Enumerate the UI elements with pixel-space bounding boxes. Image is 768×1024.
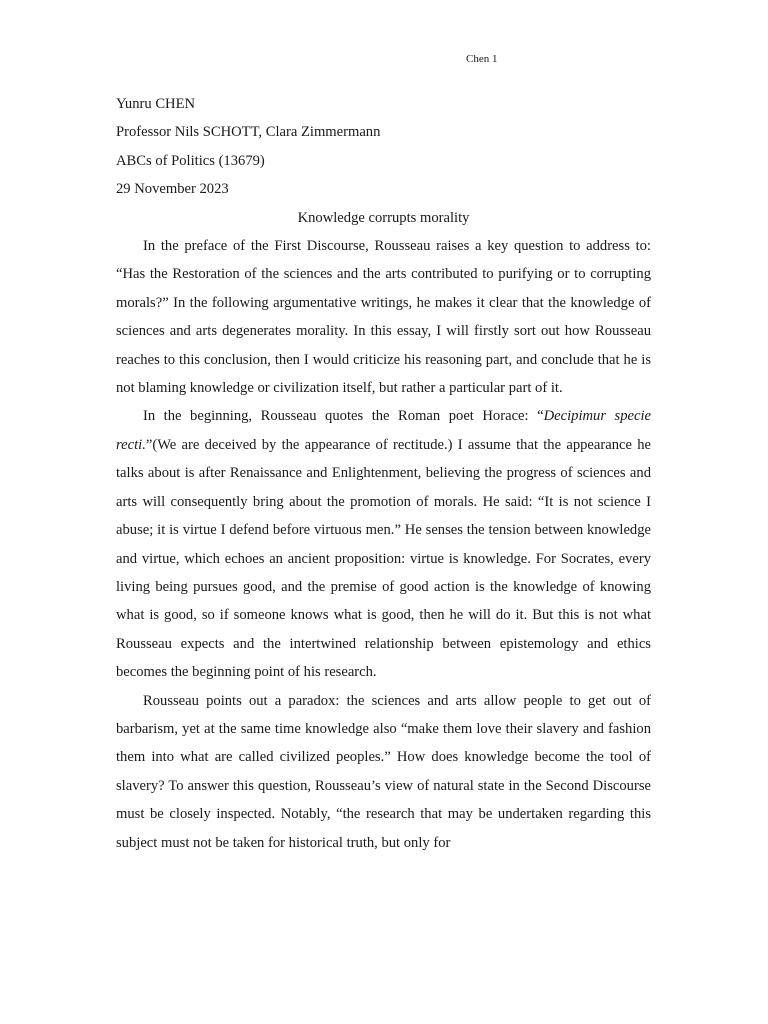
author-name: Yunru CHEN xyxy=(116,96,196,112)
paragraph-1: In the preface of the First Discourse, Rousseau raises a key question to address to: “Has the Restoration of the sciences and the arts contributed to purifying or to corrupting morals?” In the following argumentative writings, he makes it clear that the knowledge of sciences and arts degenerates morality. In this essay, I will firstly sort out how Rousseau reaches to this conclusion, then I would criticize his reasoning part, and conclude that he is not blaming knowledge or civilization itself, but rather a particular part of it. xyxy=(116,238,651,397)
running-header: Chen 1 xyxy=(466,53,498,65)
professor-line: Professor Nils SCHOTT, Clara Zimmermann xyxy=(116,124,381,141)
paragraph-3: Rousseau points out a paradox: the sciences and arts allow people to get out of barbarism, yet at the same time knowledge also “make them love their slavery and fashion them into what are called civilized peoples.” How does knowledge become the tool of slavery? To answer this question, Rousseau’s view of natural state in the Second Discourse must be closely inspected. Notably, “the research that may be undertaken regarding this subject must not be taken for historical truth, but only for xyxy=(116,692,651,851)
paragraph-2 xyxy=(116,402,651,686)
paragraph-2-lead: In the beginning, Rousseau quotes the Roman poet Horace: “ xyxy=(143,408,544,425)
document-body xyxy=(116,90,651,857)
essay-title: Knowledge corrupts morality xyxy=(297,209,470,226)
paragraph-2-rest: ”(We are deceived by the appearance of rectitude.) I assume that the appearance he talks about is after Renaissance and Enlightenment, believing the progress of sciences and arts will consequently bring about the promotion of morals. He said: “It is not science I abuse; it is virtue I defend before virtuous men.” He senses the tension between knowledge and virtue, which echoes an ancient proposition: virtue is knowledge. For Socrates, every living being pursues good, and the premise of good action is the knowledge of knowing what is good, so if someone knows what is good, then he will do it. But this is not what Rousseau expects and the intertwined relationship between epistemology and ethics becomes the beginning point of his research. xyxy=(116,436,651,681)
latin-quote: Decipimur specie recti. xyxy=(116,408,652,453)
course-line: ABCs of Politics (13679) xyxy=(116,152,265,169)
date-line: 29 November 2023 xyxy=(116,181,229,198)
